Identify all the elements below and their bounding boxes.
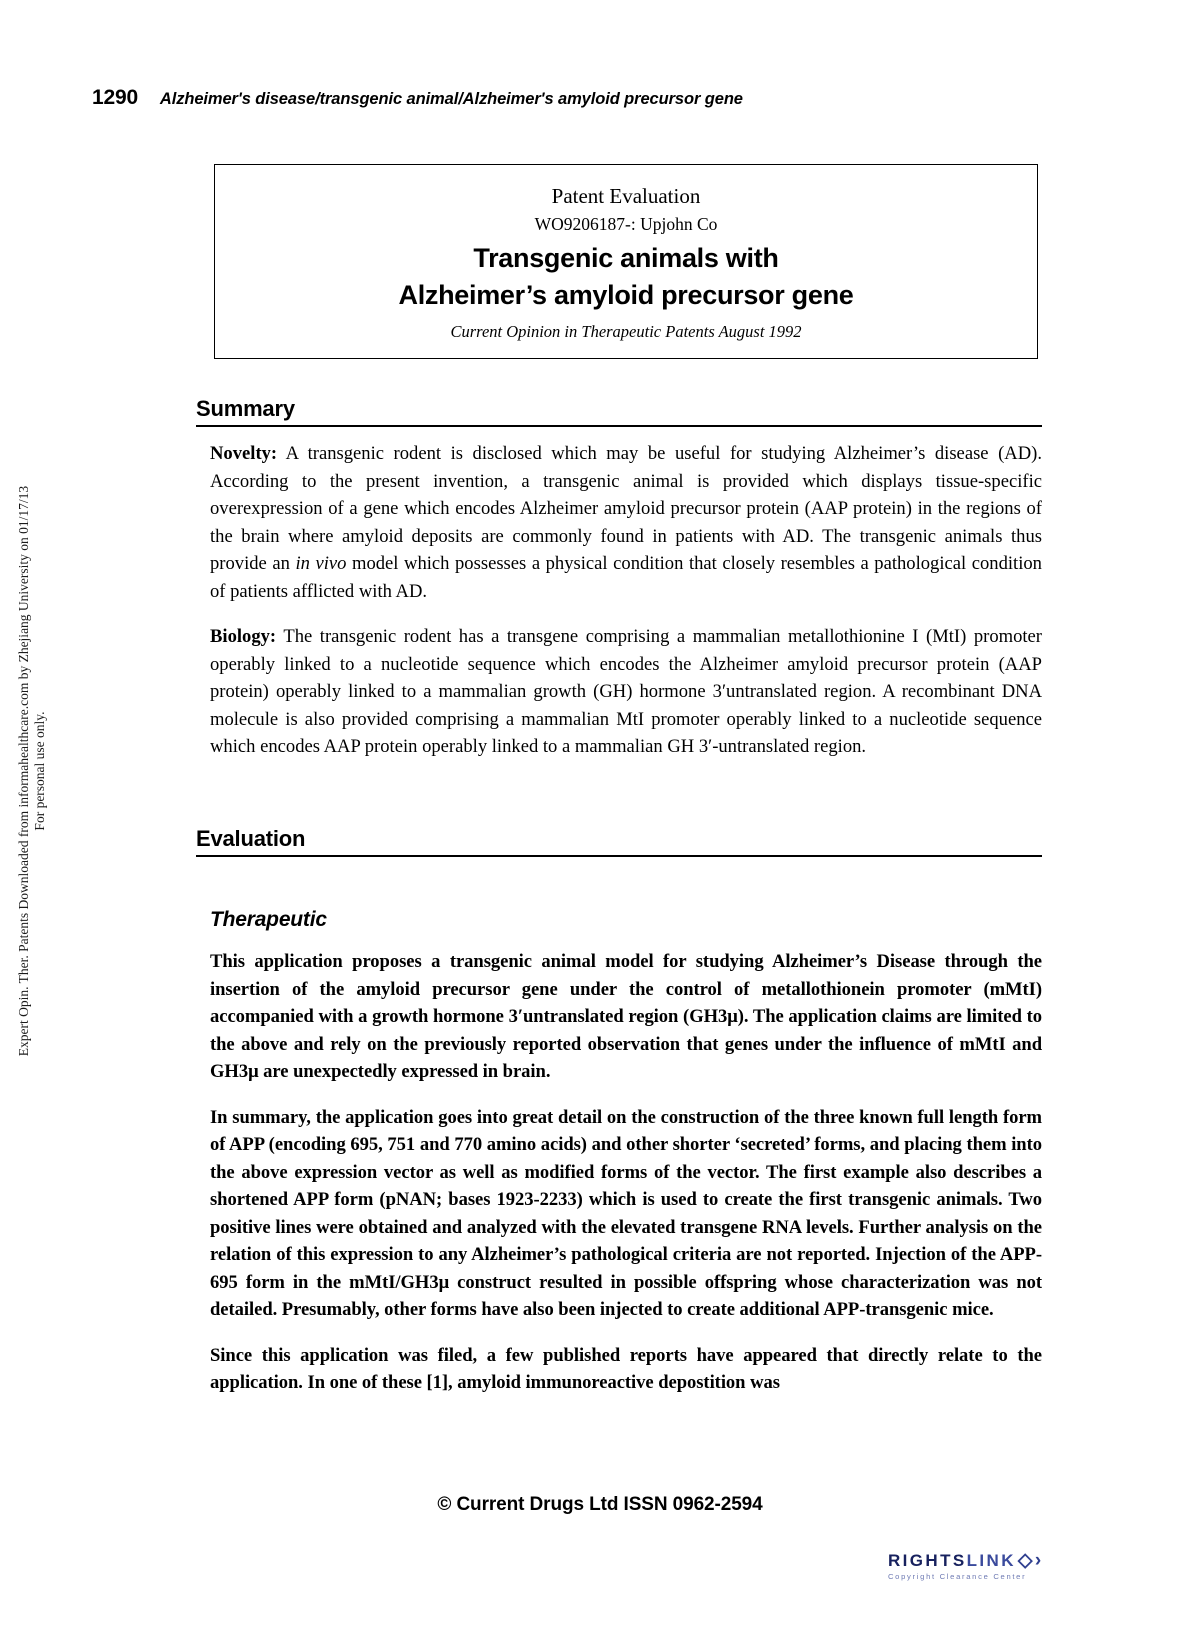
download-watermark bbox=[16, 421, 48, 1121]
paragraph-novelty-text-1: A transgenic rodent is disclosed which may be useful for studying Alzheimer’s disease (AD). According to the present invention, a transgenic animal is provided which displays tissue-specific overexpression of a gene which encodes Alzheimer amyloid precursor protein (AAP protein) in the regions of the brain where amyloid deposits are commonly found in patients with AD. The transgenic animals thus provide an bbox=[210, 443, 1042, 574]
paragraph-novelty-text-2: model which possesses a physical condition that closely resembles a pathological condition of patients afflicted with AD. bbox=[210, 553, 1042, 602]
rightslink-chevron-icon: ◇› bbox=[1017, 1550, 1044, 1571]
paragraph-novelty bbox=[210, 440, 1042, 605]
paragraph-therapeutic-2: In summary, the application goes into great detail on the construction of the three known full length form of APP (encoding 695, 751 and 770 amino acids) and other shorter ‘secreted’ forms, and placing them into the above expression vector as well as modified forms of the vector. The first example also describes a shortened APP form (pNAN; bases 1923-2233) which is used to create the first transgenic animals. Two positive lines were obtained and analyzed with the elevated transgene RNA levels. Further analysis on the relation of this expression to any Alzheimer’s pathological criteria are not reported. Injection of the APP-695 form in the mMtI/GH3μ construct resulted in possible offspring whose characterization was not detailed. Presumably, other forms have also been injected to create additional APP-transgenic mice. bbox=[210, 1106, 1042, 1320]
rightslink-link-text: LINK bbox=[966, 1551, 1016, 1570]
page-number: 1290 bbox=[92, 86, 138, 109]
rightslink-wordmark bbox=[888, 1551, 1120, 1570]
section-rule bbox=[196, 425, 1042, 427]
paragraph-biology bbox=[210, 623, 1042, 761]
journal-citation: Current Opinion in Therapeutic Patents August 1992 bbox=[450, 322, 802, 341]
patent-title-line-1: Transgenic animals with bbox=[473, 243, 779, 273]
subheading-therapeutic: Therapeutic bbox=[210, 908, 327, 931]
evaluation-body bbox=[210, 908, 1042, 1397]
rightslink-rights-text: RIGHTS bbox=[888, 1551, 967, 1570]
patent-title-line-2: Alzheimer’s amyloid precursor gene bbox=[398, 280, 854, 310]
section-heading-evaluation-label: Evaluation bbox=[196, 826, 306, 851]
paragraph-therapeutic-3: Since this application was filed, a few published reports have appeared that directly relate to the application. In one of these [1], amyloid immunoreactive depostition was bbox=[210, 1344, 1042, 1393]
watermark-line-1: Expert Opin. Ther. Patents Downloaded from informahealthcare.com by Zhejiang University on 01/17/13 bbox=[16, 485, 31, 1057]
running-head bbox=[92, 86, 743, 110]
watermark-line-2: For personal use only. bbox=[32, 711, 47, 831]
summary-body bbox=[210, 440, 1042, 761]
footer-copyright: © Current Drugs Ltd ISSN 0962-2594 bbox=[437, 1494, 763, 1515]
section-heading-summary bbox=[196, 396, 1042, 427]
paragraph-novelty-italic: in vivo bbox=[295, 553, 347, 574]
section-rule bbox=[196, 855, 1042, 857]
section-heading-evaluation bbox=[196, 826, 1042, 857]
rightslink-tagline: Copyright Clearance Center bbox=[888, 1572, 1027, 1581]
patent-title-box bbox=[214, 164, 1038, 359]
running-head-subject: Alzheimer's disease/transgenic animal/Alzheimer's amyloid precursor gene bbox=[159, 90, 743, 108]
section-heading-summary-label: Summary bbox=[196, 396, 295, 421]
patent-number: WO9206187-: Upjohn Co bbox=[534, 214, 718, 234]
rightslink-logo[interactable] bbox=[888, 1551, 1120, 1581]
paragraph-lead-biology: Biology: bbox=[210, 626, 277, 647]
paragraph-therapeutic-1: This application proposes a transgenic animal model for studying Alzheimer’s Disease through the insertion of the amyloid precursor gene under the control of metallothionein promoter (mMtI) accompanied with a growth hormone 3′untranslated region (GH3μ). The application claims are limited to the above and rely on the previously reported observation that genes under the influence of mMtI and GH3μ are unexpectedly expressed in brain. bbox=[210, 951, 1042, 1082]
paragraph-lead-novelty: Novelty: bbox=[210, 443, 278, 464]
paragraph-biology-text: The transgenic rodent has a transgene comprising a mammalian metallothionine I (MtI) promoter operably linked to a nucleotide sequence which encodes the Alzheimer amyloid precursor protein (AAP protein) operably linked to a mammalian growth (GH) hormone 3′untranslated region. A recombinant DNA molecule is also provided comprising a mammalian MtI promoter operably linked to a nucleotide sequence which encodes AAP protein operably linked to a mammalian GH 3′-untranslated region. bbox=[210, 626, 1042, 757]
title-box-kicker: Patent Evaluation bbox=[551, 184, 701, 208]
